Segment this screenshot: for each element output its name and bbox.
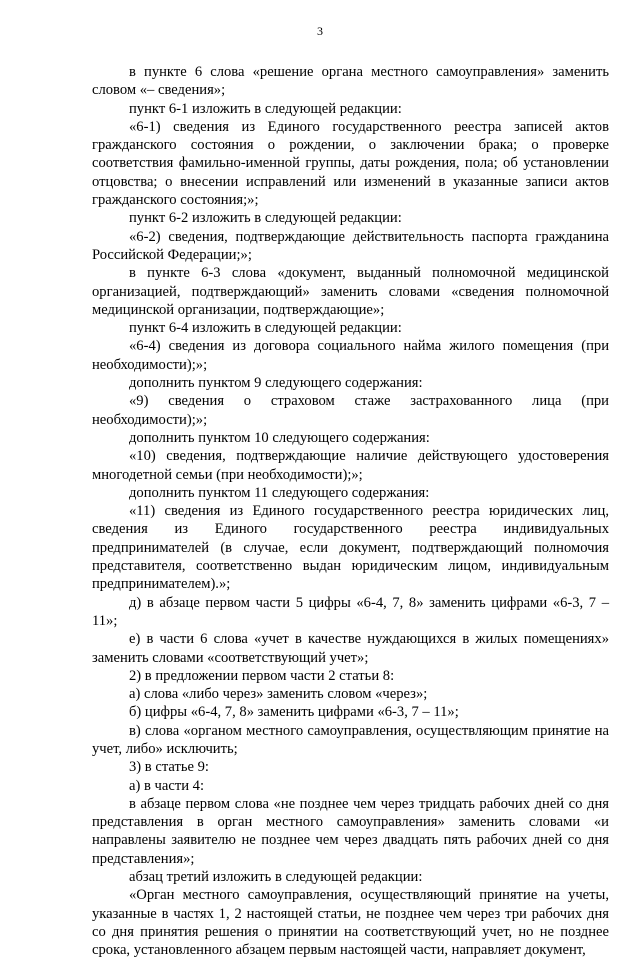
paragraph: в абзаце первом слова «не позднее чем через тридцать рабочих дней со дня представления в орган местного самоуправления» заменить словами «и направлены заявителю не позднее чем через двадцать пять рабочих дней со дня представления»; — [92, 795, 609, 867]
paragraph: д) в абзаце первом части 5 цифры «6-4, 7, 8» заменить цифрами «6-3, 7 – 11»; — [92, 594, 609, 629]
page-number: 3 — [317, 24, 323, 38]
paragraph: 3) в статье 9: — [129, 759, 209, 776]
paragraph: а) в части 4: — [129, 777, 205, 794]
paragraph: дополнить пунктом 9 следующего содержания: — [129, 375, 423, 392]
paragraph: а) слова «либо через» заменить словом «через»; — [129, 686, 428, 703]
paragraph: дополнить пунктом 11 следующего содержания: — [129, 484, 430, 501]
paragraph: «10) сведения, подтверждающие наличие действующего удостоверения многодетной семьи (при необходимости);»; — [92, 448, 609, 483]
paragraph: абзац третий изложить в следующей редакции: — [129, 869, 423, 886]
paragraph: пункт 6-2 изложить в следующей редакции: — [129, 210, 402, 227]
paragraph: «6-2) сведения, подтверждающие действительность паспорта гражданина Российской Федерации;»; — [92, 228, 609, 263]
paragraph: «6-1) сведения из Единого государственного реестра записей актов гражданского состояния о рождении, о заключении брака; о проверке соответствия фамильно-именной группы, даты рождения, пола; об установлении отцовства; о внесении исправлений или изменений в указанные записи актов гражданского состояния;»; — [92, 118, 609, 209]
paragraph: е) в части 6 слова «учет в качестве нуждающихся в жилых помещениях» заменить словами «соответствующий учет»; — [92, 631, 609, 666]
paragraph: «Орган местного самоуправления, осуществляющий принятие на учеты, указанные в частях 1, 2 настоящей статьи, не позднее чем через три рабочих дня со дня принятия решения о принятии на соответствующий учет, но не позднее срока, установленного абзацем первым настоящей части, направляет документ, — [92, 887, 609, 959]
paragraph: пункт 6-4 изложить в следующей редакции: — [129, 320, 402, 337]
paragraph: б) цифры «6-4, 7, 8» заменить цифрами «6-3, 7 – 11»; — [129, 704, 459, 721]
paragraph: дополнить пунктом 10 следующего содержания: — [129, 429, 430, 446]
paragraph: в пункте 6 слова «решение органа местного самоуправления» заменить словом «– сведения»; — [92, 64, 609, 99]
paragraph: «11) сведения из Единого государственного реестра юридических лиц, сведения из Единого государственного реестра индивидуальных предпринимателей (в случае, если документ, подтверждающий полномочия представителя, соответственно выдан юридическим лицом, индивидуальным предпринимателем).»; — [92, 503, 609, 593]
document-body — [92, 63, 609, 960]
paragraph: в пункте 6-3 слова «документ, выданный полномочной медицинской организацией, подтверждающий» заменить словами «сведения полномочной медицинской организации, подтверждающие»; — [92, 265, 609, 318]
paragraph: «9) сведения о страховом стаже застрахованного лица (при необходимости);»; — [92, 393, 609, 428]
paragraph: 2) в предложении первом части 2 статьи 8: — [129, 667, 395, 684]
paragraph: «6-4) сведения из договора социального найма жилого помещения (при необходимости);»; — [92, 338, 609, 373]
paragraph: в) слова «органом местного самоуправления, осуществляющим принятие на учет, либо» исключить; — [92, 722, 609, 757]
paragraph: пункт 6-1 изложить в следующей редакции: — [129, 100, 402, 117]
